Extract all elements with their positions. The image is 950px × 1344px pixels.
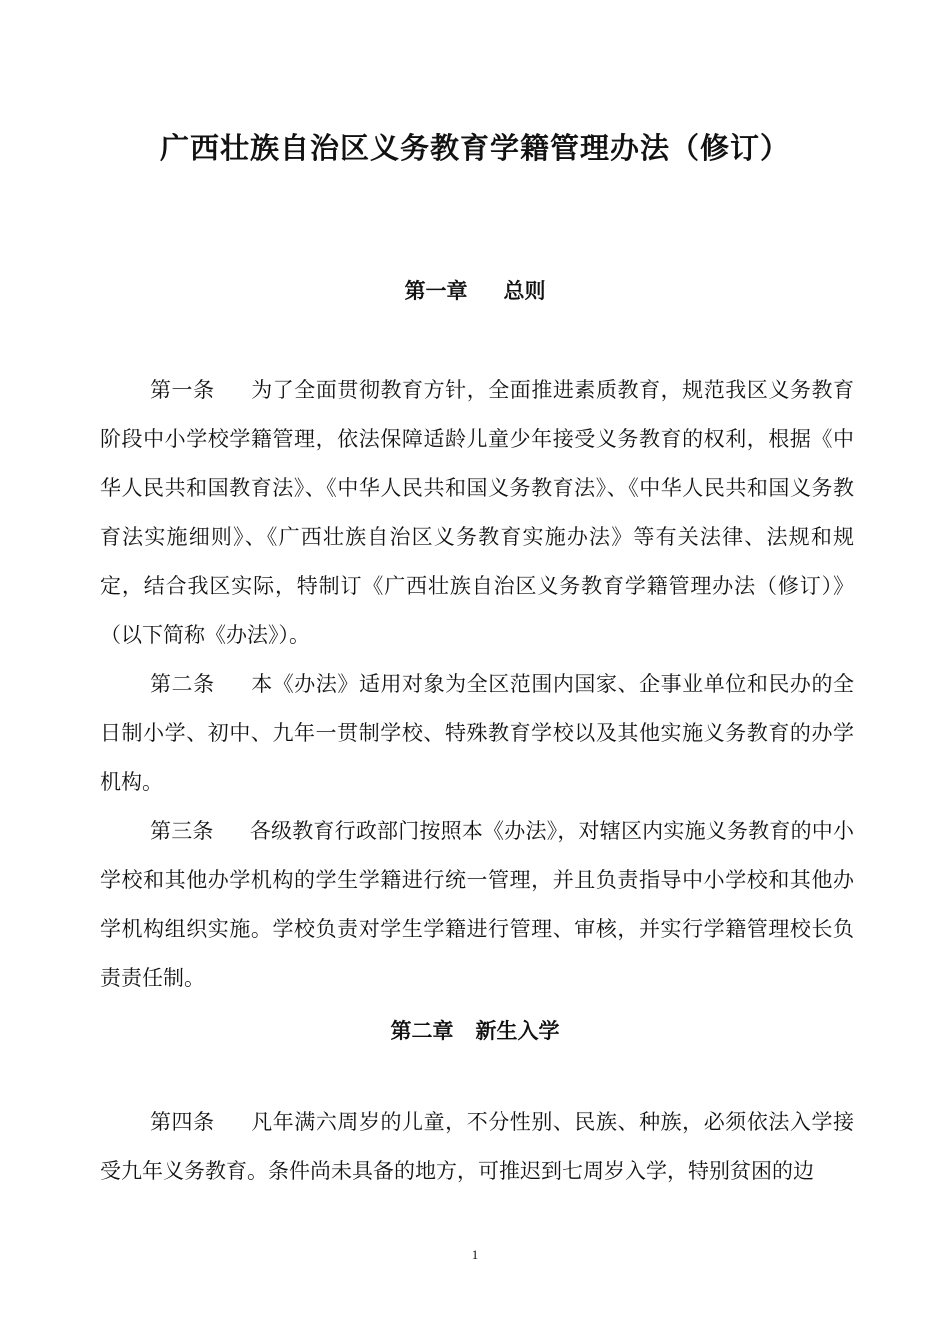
page-number: 1 (471, 1247, 479, 1262)
article-paragraph (100, 366, 854, 660)
article-paragraph (100, 1098, 854, 1196)
chapter-heading-2 (0, 1015, 950, 1047)
chapter-name: 新生入学 (475, 1019, 560, 1043)
article-number: 第三条 (150, 819, 214, 843)
chapter-name: 总则 (503, 279, 546, 303)
article-text: 各级教育行政部门按照本《办法》，对辖区内实施义务教育的中小学校和其他办学机构的学生学籍进行统一管理，并且负责指导中小学校和其他办学机构组织实施。学校负责对学生学籍进行管理、审核，并实行学籍管理校长负责责任制。 (100, 819, 854, 990)
chapter-heading-1 (0, 275, 950, 307)
article-number: 第二条 (150, 672, 215, 696)
chapter-1-body (100, 366, 854, 1003)
article-number: 第四条 (150, 1110, 215, 1134)
article-text: 凡年满六周岁的儿童，不分性别、民族、种族，必须依法入学接受九年义务教育。条件尚未具备的地方，可推迟到七周岁入学，特别贫困的边 (100, 1110, 855, 1183)
article-paragraph (100, 807, 854, 1003)
article-text: 为了全面贯彻教育方针，全面推进素质教育，规范我区义务教育阶段中小学校学籍管理，依法保障适龄儿童少年接受义务教育的权利，根据《中华人民共和国教育法》、《中华人民共和国义务教育法》、《中华人民共和国义务教育法实施细则》、《广西壮族自治区义务教育实施办法》等有关法律、法规和规定，结合我区实际，特制订《广西壮族自治区义务教育学籍管理办法（修订）》（以下简称《办法》）。 (100, 378, 855, 647)
chapter-number: 第一章 (404, 279, 468, 303)
chapter-2-body (100, 1098, 854, 1196)
article-text: 本《办法》适用对象为全区范围内国家、企事业单位和民办的全日制小学、初中、九年一贯制学校、特殊教育学校以及其他实施义务教育的办学机构。 (100, 672, 855, 794)
article-paragraph (100, 660, 854, 807)
chapter-number: 第二章 (390, 1019, 454, 1043)
document-title: 广西壮族自治区义务教育学籍管理办法（修订） (159, 131, 790, 165)
article-number: 第一条 (150, 378, 215, 402)
